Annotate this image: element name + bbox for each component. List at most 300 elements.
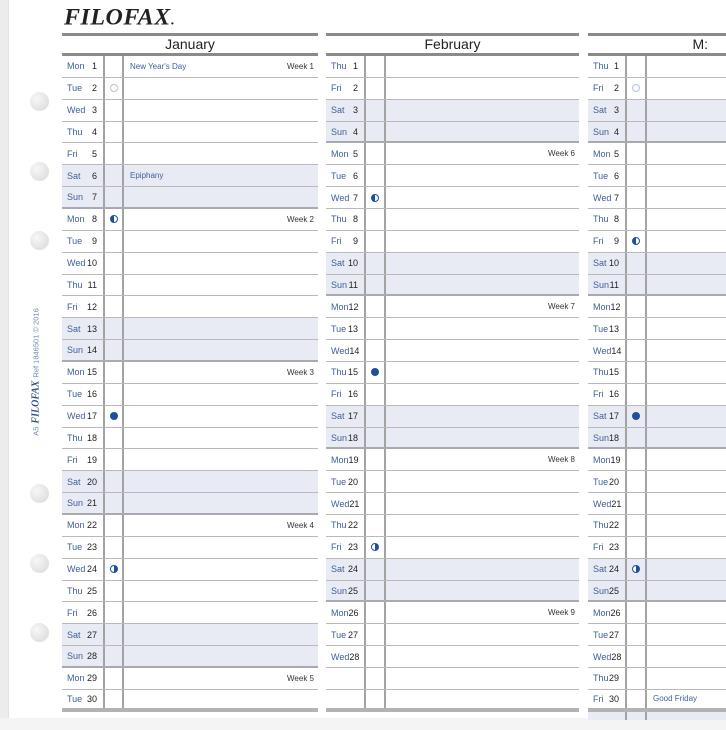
day-row[interactable] — [588, 296, 726, 318]
day-row[interactable] — [588, 690, 726, 712]
weekday-label: Fri — [331, 83, 342, 94]
day-row[interactable] — [62, 624, 318, 646]
notes-cell[interactable] — [124, 362, 318, 383]
notes-cell[interactable] — [647, 296, 726, 317]
day-row[interactable] — [326, 471, 579, 493]
notes-cell[interactable] — [647, 471, 726, 492]
day-row[interactable] — [588, 253, 726, 275]
moon-phase-cell — [105, 602, 124, 623]
day-row[interactable] — [588, 449, 726, 471]
notes-cell[interactable] — [647, 559, 726, 580]
notes-cell[interactable] — [386, 428, 579, 448]
day-cell — [588, 340, 627, 361]
day-row[interactable] — [62, 646, 318, 668]
day-row[interactable] — [588, 275, 726, 297]
weekday-label: Thu — [331, 520, 347, 531]
notes-cell[interactable] — [386, 602, 579, 623]
day-row[interactable] — [62, 515, 318, 537]
notes-cell[interactable] — [124, 56, 318, 77]
notes-cell[interactable] — [124, 296, 318, 317]
day-cell — [62, 449, 105, 470]
page-bottom-edge — [0, 718, 726, 730]
notes-cell[interactable] — [124, 384, 318, 405]
weekday-label: Sun — [67, 651, 84, 662]
day-cell — [62, 537, 105, 558]
notes-cell[interactable] — [386, 668, 579, 689]
weekday-label: Tue — [331, 323, 347, 334]
day-row[interactable] — [326, 78, 579, 100]
notes-cell[interactable] — [647, 56, 726, 77]
day-row[interactable] — [326, 646, 579, 668]
notes-cell[interactable] — [647, 275, 726, 295]
notes-cell[interactable] — [647, 143, 726, 164]
day-row[interactable] — [588, 646, 726, 668]
notes-cell[interactable] — [124, 143, 318, 164]
day-row[interactable] — [62, 78, 318, 100]
notes-cell[interactable] — [124, 231, 318, 252]
notes-cell[interactable] — [124, 318, 318, 339]
notes-cell[interactable] — [124, 165, 318, 186]
day-cell — [62, 100, 105, 121]
day-row[interactable] — [588, 515, 726, 537]
date-number: 8 — [613, 214, 619, 225]
moon-phase-cell — [105, 384, 124, 405]
day-cell — [326, 122, 366, 142]
date-number: 28 — [349, 651, 360, 662]
weekday-label: Tue — [331, 170, 347, 181]
day-row[interactable] — [326, 187, 579, 209]
notes-cell[interactable] — [124, 602, 318, 623]
date-number: 17 — [86, 411, 97, 422]
day-cell — [326, 187, 366, 208]
day-row[interactable] — [62, 209, 318, 231]
notes-cell[interactable] — [647, 187, 726, 208]
weekday-label: Fri — [67, 607, 78, 618]
notes-cell[interactable] — [647, 581, 726, 601]
date-number: 26 — [86, 607, 97, 618]
day-row[interactable] — [588, 602, 726, 624]
day-row[interactable] — [62, 122, 318, 144]
notes-cell[interactable] — [647, 602, 726, 623]
weekday-label: Thu — [331, 214, 347, 225]
notes-cell[interactable] — [647, 362, 726, 383]
notes-cell[interactable] — [386, 559, 579, 580]
notes-cell[interactable] — [386, 122, 579, 142]
month-february — [326, 33, 579, 712]
day-cell — [62, 624, 105, 645]
moon-phase-cell — [627, 428, 647, 448]
moon-phase-cell — [366, 581, 386, 601]
day-row[interactable] — [588, 340, 726, 362]
date-number: 4 — [613, 126, 619, 137]
moon-phase-cell — [105, 187, 124, 207]
notes-cell[interactable] — [386, 209, 579, 230]
notes-cell[interactable] — [386, 515, 579, 536]
weekday-label: Sat — [67, 629, 81, 640]
day-row[interactable] — [326, 362, 579, 384]
notes-cell[interactable] — [124, 668, 318, 689]
day-row[interactable] — [326, 493, 579, 515]
notes-cell[interactable] — [647, 406, 726, 427]
notes-cell[interactable] — [647, 209, 726, 230]
day-row[interactable] — [62, 690, 318, 712]
date-number: 16 — [608, 389, 619, 400]
notes-cell[interactable] — [124, 253, 318, 274]
day-cell — [588, 602, 627, 623]
day-row[interactable] — [62, 559, 318, 581]
day-row[interactable] — [588, 143, 726, 165]
day-cell — [588, 165, 627, 186]
day-cell — [588, 712, 627, 720]
day-cell — [326, 275, 366, 295]
notes-cell[interactable] — [386, 624, 579, 645]
notes-cell[interactable] — [386, 143, 579, 164]
day-row[interactable] — [62, 471, 318, 493]
moon-phase-cell — [627, 406, 647, 427]
moon-phase-cell — [105, 624, 124, 645]
notes-cell[interactable] — [124, 100, 318, 121]
date-number: 19 — [86, 454, 97, 465]
weekday-label: Wed — [593, 651, 612, 662]
notes-cell[interactable] — [124, 515, 318, 536]
weekday-label: Mon — [67, 520, 85, 531]
notes-cell[interactable] — [386, 384, 579, 405]
notes-cell[interactable] — [386, 340, 579, 361]
notes-cell[interactable] — [647, 318, 726, 339]
notes-cell[interactable] — [647, 537, 726, 558]
date-number: 20 — [86, 476, 97, 487]
day-row[interactable] — [326, 449, 579, 471]
notes-cell[interactable] — [647, 384, 726, 405]
moon-phase-cell — [105, 559, 124, 580]
moon-phase-cell — [105, 428, 124, 449]
day-cell — [326, 100, 366, 121]
day-row[interactable] — [62, 384, 318, 406]
day-row[interactable] — [588, 56, 726, 78]
notes-cell[interactable] — [386, 493, 579, 514]
week-number: Week 2 — [287, 214, 314, 224]
moon-phase-cell — [627, 515, 647, 536]
notes-cell[interactable] — [647, 253, 726, 274]
day-row[interactable] — [62, 449, 318, 471]
weekday-label: Fri — [331, 236, 342, 247]
moon-phase-cell — [627, 581, 647, 601]
date-number: 5 — [613, 148, 619, 159]
moon-phase-cell — [627, 493, 647, 514]
notes-cell[interactable] — [647, 646, 726, 667]
day-row[interactable] — [326, 231, 579, 253]
notes-cell[interactable] — [124, 493, 318, 513]
moon-phase-cell — [105, 253, 124, 274]
notes-cell[interactable] — [647, 668, 726, 689]
month-january — [62, 33, 318, 712]
weekday-label: Wed — [593, 345, 612, 356]
weekday-label: Fri — [593, 693, 604, 704]
notes-cell[interactable] — [647, 231, 726, 252]
day-row[interactable] — [62, 668, 318, 690]
notes-cell[interactable] — [386, 581, 579, 601]
day-row[interactable] — [62, 581, 318, 603]
day-row[interactable] — [588, 624, 726, 646]
day-row[interactable] — [326, 56, 579, 78]
moon-phase-cell — [627, 165, 647, 186]
notes-cell[interactable] — [124, 428, 318, 449]
notes-cell[interactable] — [386, 406, 579, 427]
day-row[interactable] — [588, 209, 726, 231]
moon-phase-cell — [366, 515, 386, 536]
notes-cell[interactable] — [124, 209, 318, 230]
moon-phase-cell — [627, 384, 647, 405]
date-number: 2 — [352, 83, 358, 94]
day-row[interactable] — [326, 428, 579, 450]
weekday-label: Sun — [331, 279, 348, 290]
moon-phase-cell — [366, 690, 386, 708]
notes-cell[interactable] — [124, 449, 318, 470]
moon-phase-cell — [627, 537, 647, 558]
day-cell — [62, 602, 105, 623]
day-row[interactable] — [588, 100, 726, 122]
weekday-label: Sat — [331, 411, 345, 422]
weekday-label: Fri — [67, 301, 78, 312]
weekday-label: Wed — [67, 105, 86, 116]
day-row[interactable] — [588, 471, 726, 493]
notes-cell[interactable] — [386, 56, 579, 77]
date-number: 18 — [347, 432, 358, 443]
date-number: 14 — [611, 345, 622, 356]
day-row[interactable] — [62, 428, 318, 450]
day-row[interactable] — [62, 187, 318, 209]
month-title: M: — [588, 33, 726, 56]
date-number: 9 — [352, 236, 358, 247]
day-cell — [326, 209, 366, 230]
day-cell — [326, 602, 366, 623]
notes-cell[interactable] — [386, 318, 579, 339]
day-row[interactable] — [62, 100, 318, 122]
day-row[interactable] — [326, 690, 579, 712]
side-reference-text: A5FILOFAXRef 1846501 © 2016 — [30, 308, 42, 436]
day-row[interactable] — [326, 602, 579, 624]
weekday-label: Wed — [331, 345, 350, 356]
notes-cell[interactable] — [647, 449, 726, 470]
day-row[interactable] — [588, 428, 726, 450]
notes-cell[interactable] — [647, 493, 726, 514]
day-row[interactable] — [588, 384, 726, 406]
notes-cell[interactable] — [386, 253, 579, 274]
notes-cell[interactable] — [386, 362, 579, 383]
day-row[interactable] — [588, 165, 726, 187]
date-number: 5 — [352, 148, 358, 159]
notes-cell[interactable] — [124, 624, 318, 645]
notes-cell[interactable] — [386, 471, 579, 492]
day-row[interactable] — [588, 78, 726, 100]
day-cell — [62, 122, 105, 143]
day-row[interactable] — [326, 209, 579, 231]
notes-cell[interactable] — [386, 187, 579, 208]
day-cell — [62, 165, 105, 186]
notes-cell[interactable] — [647, 78, 726, 99]
day-row[interactable] — [326, 384, 579, 406]
day-row[interactable] — [62, 493, 318, 515]
day-row[interactable] — [326, 296, 579, 318]
day-row[interactable] — [326, 318, 579, 340]
day-row[interactable] — [62, 296, 318, 318]
day-cell — [588, 471, 627, 492]
moon-phase-cell — [627, 122, 647, 142]
day-row[interactable] — [62, 406, 318, 428]
day-row[interactable] — [62, 275, 318, 297]
weekday-label: Sun — [67, 345, 84, 356]
notes-cell[interactable] — [124, 559, 318, 580]
weekday-label: Tue — [67, 693, 83, 704]
day-cell — [62, 318, 105, 339]
day-row[interactable] — [588, 559, 726, 581]
moon-phase-cell — [105, 275, 124, 296]
notes-cell[interactable] — [386, 165, 579, 186]
notes-cell[interactable] — [647, 624, 726, 645]
date-number: 6 — [91, 170, 97, 181]
day-cell — [588, 143, 627, 164]
notes-cell[interactable] — [124, 537, 318, 558]
notes-cell[interactable] — [386, 275, 579, 295]
weekday-label: Thu — [593, 367, 609, 378]
day-row[interactable] — [62, 362, 318, 384]
notes-cell[interactable] — [647, 165, 726, 186]
day-row[interactable] — [326, 165, 579, 187]
day-row[interactable] — [326, 122, 579, 144]
day-row[interactable] — [326, 581, 579, 603]
day-row[interactable] — [588, 493, 726, 515]
day-row[interactable] — [326, 559, 579, 581]
day-row[interactable] — [326, 275, 579, 297]
day-row[interactable] — [62, 602, 318, 624]
notes-cell[interactable] — [386, 537, 579, 558]
date-number: 13 — [608, 323, 619, 334]
day-row[interactable] — [588, 231, 726, 253]
day-row[interactable] — [588, 187, 726, 209]
moon-phase-cell — [105, 581, 124, 602]
day-row[interactable] — [62, 537, 318, 559]
notes-cell[interactable] — [124, 690, 318, 708]
day-row[interactable] — [588, 122, 726, 144]
date-number: 25 — [347, 585, 358, 596]
notes-cell[interactable] — [647, 428, 726, 448]
day-row[interactable] — [326, 515, 579, 537]
moon-phase-cell — [366, 318, 386, 339]
moon-phase-cell — [627, 143, 647, 164]
notes-cell[interactable] — [386, 690, 579, 708]
date-number: 15 — [608, 367, 619, 378]
day-row[interactable] — [326, 537, 579, 559]
notes-cell[interactable] — [124, 78, 318, 99]
punch-hole — [30, 92, 49, 111]
notes-cell[interactable] — [386, 646, 579, 667]
day-row[interactable] — [62, 56, 318, 78]
moon-phase-cell — [105, 56, 124, 77]
day-row[interactable] — [62, 231, 318, 253]
notes-cell[interactable] — [124, 471, 318, 492]
day-row[interactable] — [326, 406, 579, 428]
date-number: 17 — [347, 411, 358, 422]
notes-cell[interactable] — [386, 78, 579, 99]
notes-cell[interactable] — [124, 340, 318, 360]
date-number: 5 — [91, 148, 97, 159]
notes-cell[interactable] — [124, 122, 318, 143]
day-row[interactable] — [326, 253, 579, 275]
day-row[interactable] — [588, 537, 726, 559]
day-row[interactable] — [326, 340, 579, 362]
weekday-label: Sat — [593, 411, 607, 422]
day-cell — [62, 646, 105, 666]
day-row[interactable] — [588, 406, 726, 428]
notes-cell[interactable] — [386, 231, 579, 252]
notes-cell[interactable] — [647, 690, 726, 708]
day-row[interactable] — [588, 362, 726, 384]
notes-cell[interactable] — [647, 515, 726, 536]
day-cell — [588, 559, 627, 580]
day-cell — [62, 187, 105, 207]
weekday-label: Sun — [593, 585, 610, 596]
notes-cell[interactable] — [124, 406, 318, 427]
day-row[interactable] — [62, 143, 318, 165]
moon-phase-cell — [627, 231, 647, 252]
date-number: 24 — [608, 564, 619, 575]
day-row[interactable] — [588, 318, 726, 340]
day-cell — [326, 318, 366, 339]
notes-cell[interactable] — [124, 581, 318, 602]
notes-cell[interactable] — [386, 100, 579, 121]
notes-cell[interactable] — [386, 449, 579, 470]
notes-cell[interactable] — [124, 646, 318, 666]
day-row[interactable] — [588, 668, 726, 690]
moon-phase-cell — [105, 318, 124, 339]
notes-cell[interactable] — [647, 122, 726, 142]
weekday-label: Thu — [593, 673, 609, 684]
day-row[interactable] — [326, 624, 579, 646]
day-cell — [326, 296, 366, 317]
date-number: 28 — [611, 651, 622, 662]
date-number: 27 — [608, 629, 619, 640]
notes-cell[interactable] — [124, 275, 318, 296]
day-row[interactable] — [326, 143, 579, 165]
weekday-label: Tue — [331, 629, 347, 640]
day-row[interactable] — [62, 340, 318, 362]
moon-phase-cell — [366, 384, 386, 405]
day-row[interactable] — [326, 668, 579, 690]
weekday-label: Sun — [67, 498, 84, 509]
notes-cell[interactable] — [386, 296, 579, 317]
week-number: Week 7 — [548, 302, 575, 312]
moon-first-icon — [632, 565, 640, 573]
moon-phase-cell — [627, 209, 647, 230]
date-number: 23 — [86, 542, 97, 553]
date-number: 22 — [86, 520, 97, 531]
day-row[interactable] — [588, 581, 726, 603]
day-row[interactable] — [326, 100, 579, 122]
day-row[interactable] — [62, 318, 318, 340]
moon-phase-cell — [105, 690, 124, 708]
day-row[interactable] — [62, 165, 318, 187]
moon-phase-cell — [105, 296, 124, 317]
date-number: 11 — [87, 280, 97, 291]
day-cell — [62, 690, 105, 708]
notes-cell[interactable] — [647, 100, 726, 121]
day-cell — [588, 296, 627, 317]
punch-hole — [30, 484, 49, 503]
notes-cell[interactable] — [124, 187, 318, 207]
day-row[interactable] — [62, 253, 318, 275]
date-number: 21 — [611, 498, 622, 509]
notes-cell[interactable] — [647, 340, 726, 361]
